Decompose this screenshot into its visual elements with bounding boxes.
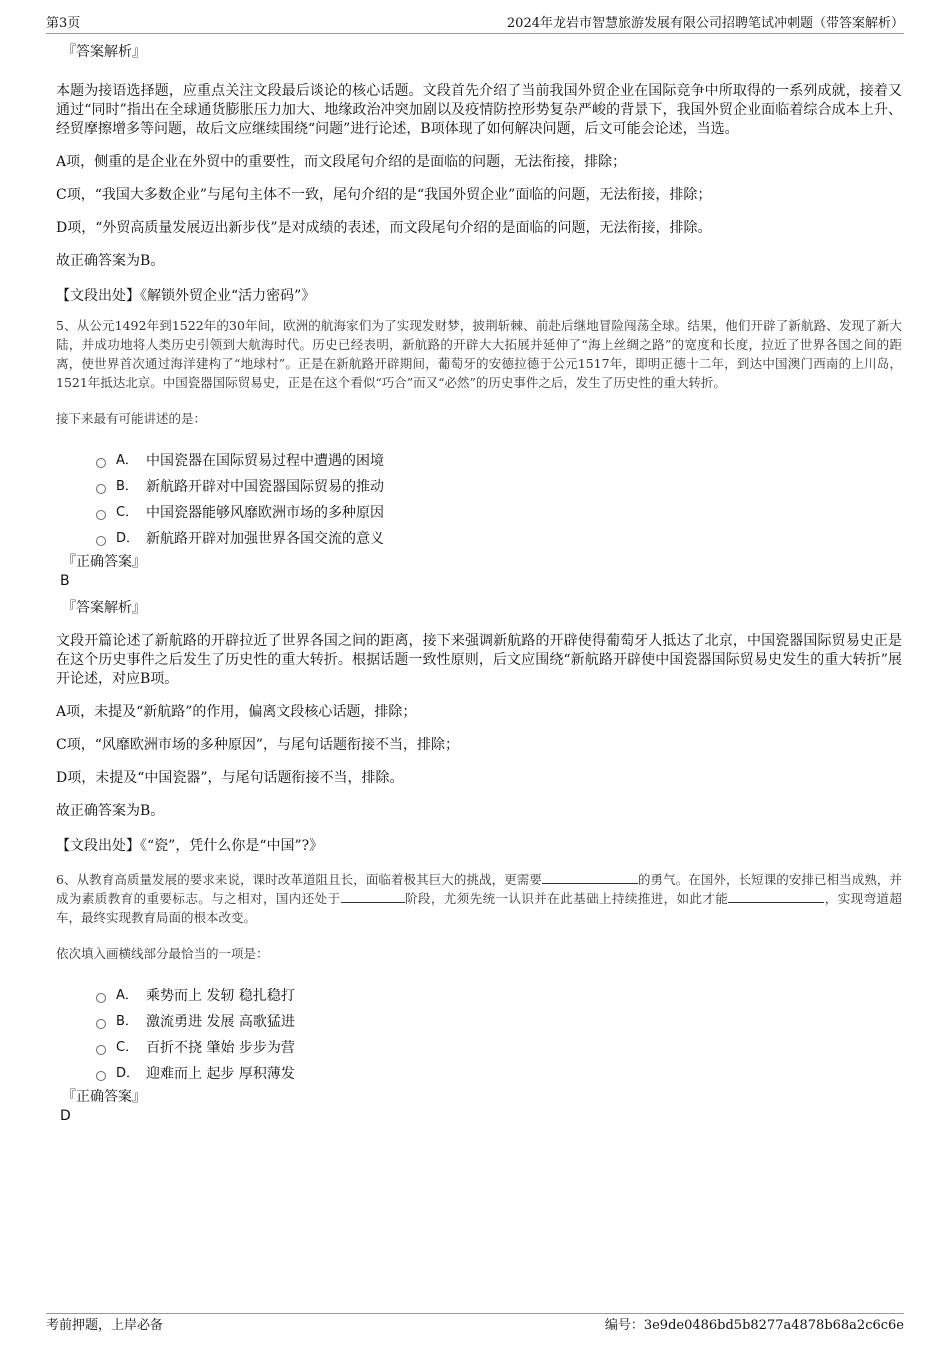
option-text: 迎难而上 起步 厚积薄发 — [146, 1066, 295, 1082]
q4-conclusion: 故正确答案为B。 — [56, 253, 165, 269]
q6-stem-part1: 6、从教育高质量发展的要求来说，课时改革道阻且长，面临着极其巨大的挑战，更需要 — [56, 872, 542, 887]
radio-icon[interactable] — [96, 1045, 106, 1055]
document-body — [56, 42, 902, 1125]
q5-analysis-d: D项，未提及“中国瓷器”，与尾句话题衔接不当，排除。 — [56, 770, 404, 786]
q4-analysis-c: C项，“我国大多数企业”与尾句主体不一致，尾句介绍的是“我国外贸企业”面临的问题，无法衔接，排除； — [56, 187, 712, 203]
q6-options — [96, 983, 902, 1087]
option-letter: B． — [116, 1014, 138, 1029]
q5-options — [96, 448, 902, 552]
radio-icon[interactable] — [96, 1019, 106, 1029]
option-letter: C． — [116, 1040, 139, 1055]
page-header — [46, 15, 904, 34]
radio-icon[interactable] — [96, 536, 106, 546]
q5-analysis-label: 『答案解析』 — [62, 600, 146, 616]
document-title: 2024年龙岩市智慧旅游发展有限公司招聘笔试冲刺题（带答案解析） — [506, 16, 904, 31]
q5-option-c[interactable] — [96, 500, 902, 526]
q6-prompt: 依次填入画横线部分最恰当的一项是： — [56, 946, 269, 961]
q4-analysis-d: D项，“外贸高质量发展迈出新步伐”是对成绩的表述，而文段尾句介绍的是面临的问题，无法衔接，排除。 — [56, 220, 712, 236]
q6-stem-part2: 的勇气。在国外，长短课的安排已相当成熟，并成为素质教育的重要标志。与之相对，国内还处于 — [56, 872, 902, 906]
option-letter: A． — [116, 453, 138, 468]
q5-option-d[interactable] — [96, 526, 902, 552]
radio-icon[interactable] — [96, 484, 106, 494]
q5-source: 【文段出处】《“瓷”，凭什么你是“中国”?》 — [56, 838, 324, 854]
q6-option-d[interactable] — [96, 1061, 902, 1087]
q6-blank-2 — [341, 889, 405, 903]
option-text: 乘势而上 发轫 稳扎稳打 — [146, 988, 295, 1004]
footer-serial-number: 编号：3e9de0486bd5b8277a4878b68a2c6c6e — [604, 1318, 904, 1333]
q5-analysis-a: A项，未提及“新航路”的作用，偏离文段核心话题，排除； — [56, 704, 417, 720]
page-number: 第3页 — [46, 16, 81, 31]
q4-source: 【文段出处】《解锁外贸企业“活力密码”》 — [56, 288, 316, 304]
q5-stem: 5、从公元1492年到1522年的30年间，欧洲的航海家们为了实现发财梦，披荆斩棘、前赴后继地冒险闯荡全球。结果，他们开辟了新航路、发现了新大陆，并成功地将人类历史引领到大航海时代。历史已经表明，新航路的开辟大大拓展并延伸了“海上丝绸之路”的宽度和长度，拉近了世界各国之间的距离，使世界首次通过海洋建构了“地球村”。正是在新航路开辟期间，葡萄牙的安德拉德于公元1517年，即明正德十二年，到达中国澳门西南的上川岛，1521年抵达北京。中国瓷器国际贸易史，正是在这个看似“巧合”而又“必然”的历史事件之后，发生了历史性的重大转折。 — [56, 318, 902, 390]
radio-icon[interactable] — [96, 993, 106, 1003]
q6-stem — [56, 870, 902, 927]
option-text: 新航路开辟对中国瓷器国际贸易的推动 — [146, 479, 384, 495]
option-letter: D． — [116, 1066, 140, 1081]
q5-option-a[interactable] — [96, 448, 902, 474]
radio-icon[interactable] — [96, 1071, 106, 1081]
q6-option-b[interactable] — [96, 1009, 902, 1035]
option-letter: D． — [116, 531, 140, 546]
q6-blank-1 — [542, 870, 638, 884]
q6-answer: D — [60, 1108, 71, 1124]
option-text: 中国瓷器在国际贸易过程中遭遇的困境 — [146, 453, 384, 469]
q4-analysis-a: A项，侧重的是企业在外贸中的重要性，而文段尾句介绍的是面临的问题，无法衔接，排除； — [56, 154, 627, 170]
q5-answer: B — [60, 573, 70, 589]
q6-blank-3 — [728, 889, 824, 903]
footer-slogan: 考前押题，上岸必备 — [46, 1318, 164, 1333]
radio-icon[interactable] — [96, 510, 106, 520]
radio-icon[interactable] — [96, 458, 106, 468]
option-text: 新航路开辟对加强世界各国交流的意义 — [146, 531, 384, 547]
q6-option-a[interactable] — [96, 983, 902, 1009]
q6-answer-label: 『正确答案』 — [62, 1089, 146, 1105]
page-footer — [46, 1313, 904, 1336]
option-letter: B． — [116, 479, 138, 494]
q5-analysis-c: C项，“风靡欧洲市场的多种原因”，与尾句话题衔接不当，排除； — [56, 737, 460, 753]
option-text: 百折不挠 肇始 步步为营 — [146, 1040, 295, 1056]
q5-conclusion: 故正确答案为B。 — [56, 803, 165, 819]
q4-analysis-label: 『答案解析』 — [62, 44, 146, 60]
q5-answer-label: 『正确答案』 — [62, 554, 146, 570]
q6-stem-part4: ，实现弯道超车，最终实现教育局面的根本改变。 — [56, 891, 902, 925]
option-letter: A． — [116, 988, 138, 1003]
q5-option-b[interactable] — [96, 474, 902, 500]
option-text: 激流勇进 发展 高歌猛进 — [146, 1014, 295, 1030]
q5-analysis-main: 文段开篇论述了新航路的开辟拉近了世界各国之间的距离，接下来强调新航路的开辟使得葡萄牙人抵达了北京，中国瓷器国际贸易史正是在这个历史事件之后发生了历史性的重大转折。根据话题一致性原则，后文应围绕“新航路开辟使中国瓷器国际贸易史发生的重大转折”展开论述，对应B项。 — [56, 633, 902, 687]
q6-stem-part3: 阶段，尤须先统一认识并在此基础上持续推进，如此才能 — [404, 891, 729, 906]
q6-option-c[interactable] — [96, 1035, 902, 1061]
option-letter: C． — [116, 505, 139, 520]
option-text: 中国瓷器能够风靡欧洲市场的多种原因 — [146, 505, 384, 521]
q5-prompt: 接下来最有可能讲述的是： — [56, 411, 207, 426]
q4-analysis-main: 本题为接语选择题，应重点关注文段最后谈论的核心话题。文段首先介绍了当前我国外贸企业在国际竞争中所取得的一系列成就，接着又通过“同时”指出在全球通货膨胀压力加大、地缘政治冲突加剧以及疫情防控形势复杂严峻的背景下，我国外贸企业面临着综合成本上升、经贸摩擦增多等问题，故后文应继续围绕“问题”进行论述，B项体现了如何解决问题，后文可能会论述，当选。 — [56, 83, 902, 137]
